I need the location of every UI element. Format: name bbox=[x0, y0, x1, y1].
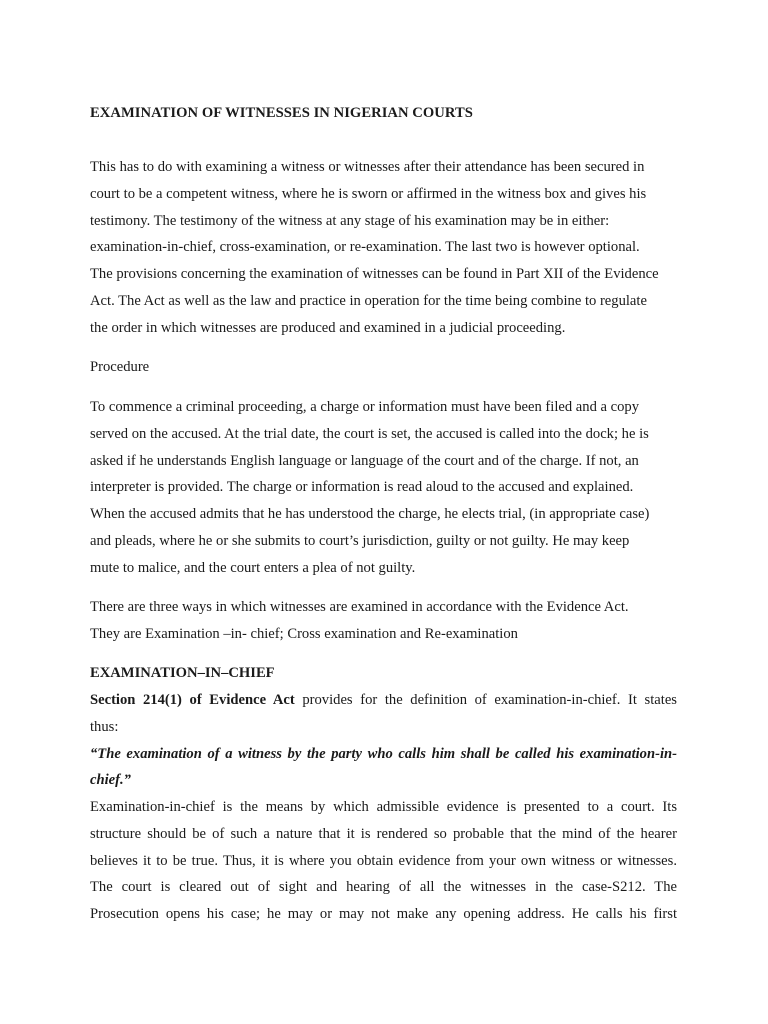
document-title: EXAMINATION OF WITNESSES IN NIGERIAN COURTS bbox=[90, 105, 473, 121]
examination-line: structure should be of such a nature that it is rendered so probable that the mind of the hearer bbox=[90, 825, 677, 842]
section-reference-rest: provides for the definition of examination-in-chief. It states bbox=[294, 692, 677, 708]
intro-line: the order in which witnesses are produced and examined in a judicial proceeding. bbox=[90, 319, 566, 336]
examination-line: Prosecution opens his case; he may or may not make any opening address. He calls his first bbox=[90, 906, 677, 923]
procedure-paragraph bbox=[90, 394, 677, 582]
ways-paragraph bbox=[90, 594, 677, 648]
section-definition-line: thus: bbox=[90, 718, 119, 735]
ways-line: They are Examination –in- chief; Cross examination and Re-examination bbox=[90, 625, 518, 642]
examination-paragraph bbox=[90, 794, 677, 928]
ways-line: There are three ways in which witnesses are examined in accordance with the Evidence Act. bbox=[90, 599, 629, 615]
examination-in-chief-heading: EXAMINATION–IN–CHIEF bbox=[90, 665, 275, 681]
procedure-line: To commence a criminal proceeding, a charge or information must have been filed and a copy bbox=[90, 399, 640, 415]
procedure-line: asked if he understands English language or language of the court and of the charge. If not, an bbox=[90, 452, 639, 469]
examination-line: Examination-in-chief is the means by which admissible evidence is presented to a court. Its bbox=[90, 799, 677, 815]
section-definition-paragraph bbox=[90, 687, 677, 794]
procedure-line: and pleads, where he or she submits to court’s jurisdiction, guilty or not guilty. He may keep bbox=[90, 532, 630, 549]
quote-line: chief.” bbox=[90, 772, 131, 789]
intro-line: The provisions concerning the examination of witnesses can be found in Part XII of the Evidence bbox=[90, 266, 659, 283]
section-definition-line bbox=[90, 687, 677, 714]
procedure-heading: Procedure bbox=[90, 359, 150, 375]
intro-line: examination-in-chief, cross-examination, or re-examination. The last two is however optional. bbox=[90, 239, 640, 256]
examination-line: The court is cleared out of sight and hearing of all the witnesses in the case-S212. The bbox=[90, 879, 677, 896]
intro-line: court to be a competent witness, where he is sworn or affirmed in the witness box and gives his bbox=[90, 185, 647, 202]
quote-line: “The examination of a witness by the party who calls him shall be called his examination-in- bbox=[90, 745, 677, 762]
procedure-line: When the accused admits that he has understood the charge, he elects trial, (in appropriate case) bbox=[90, 506, 650, 523]
procedure-line: mute to malice, and the court enters a plea of not guilty. bbox=[90, 559, 416, 576]
examination-line: believes it to be true. Thus, it is where you obtain evidence from your own witness or witnesses. bbox=[90, 852, 677, 869]
procedure-line: served on the accused. At the trial date, the court is set, the accused is called into the dock; he is bbox=[90, 425, 649, 442]
intro-paragraph bbox=[90, 154, 677, 342]
intro-line: testimony. The testimony of the witness at any stage of his examination may be in either: bbox=[90, 212, 610, 229]
intro-line: Act. The Act as well as the law and practice in operation for the time being combine to regulate bbox=[90, 292, 647, 309]
section-reference: Section 214(1) of Evidence Act bbox=[90, 692, 295, 708]
procedure-line: interpreter is provided. The charge or information is read aloud to the accused and explained. bbox=[90, 479, 634, 496]
intro-line: This has to do with examining a witness or witnesses after their attendance has been secured in bbox=[90, 159, 645, 175]
